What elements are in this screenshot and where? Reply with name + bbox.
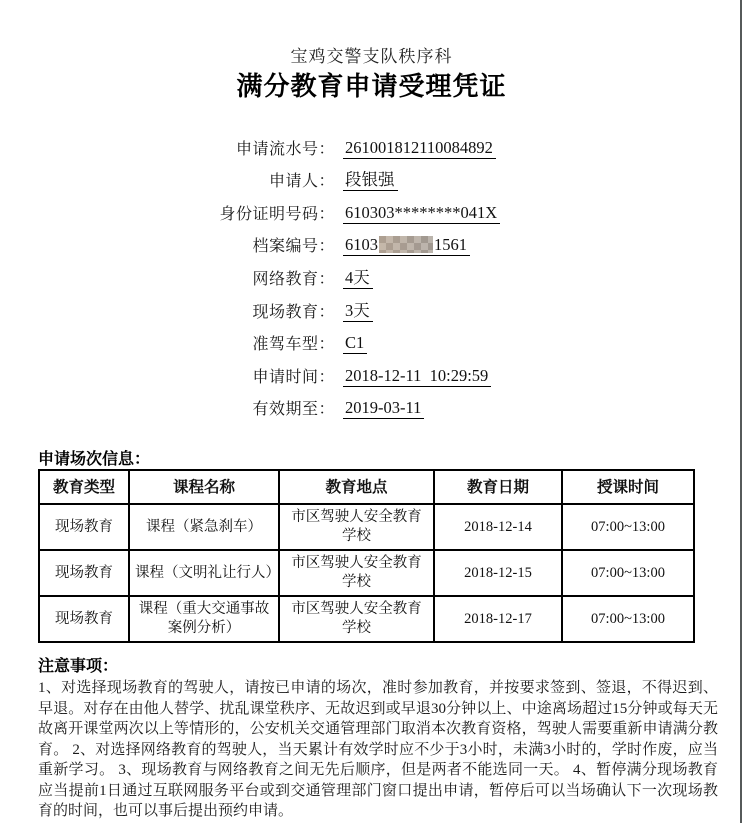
field-label: 有效期至： bbox=[252, 401, 335, 419]
table-row bbox=[39, 504, 694, 550]
table-row bbox=[39, 596, 694, 642]
field-label: 申请流水号： bbox=[235, 140, 335, 158]
notes-section-label: 注意事项： bbox=[38, 658, 119, 675]
field-valid-until bbox=[0, 387, 743, 420]
cell-class-time: 07:00~13:00 bbox=[562, 504, 694, 550]
field-label: 申请时间： bbox=[252, 368, 335, 386]
field-application-time bbox=[0, 354, 743, 387]
table-row bbox=[39, 550, 694, 596]
field-label: 现场教育： bbox=[252, 303, 335, 321]
cell-education-place: 市区驾驶人安全教育学校 bbox=[279, 504, 434, 550]
column-header-education-type: 教育类型 bbox=[39, 470, 129, 504]
sessions-table bbox=[38, 469, 695, 643]
field-archive-number bbox=[0, 224, 743, 257]
cell-class-time: 07:00~13:00 bbox=[562, 550, 694, 596]
field-online-education-days bbox=[0, 256, 743, 289]
scan-edge-line bbox=[740, 0, 742, 823]
cell-course-name: 课程（紧急刹车） bbox=[129, 504, 279, 550]
page-title: 满分教育申请受理凭证 bbox=[236, 71, 507, 101]
cell-class-time: 07:00~13:00 bbox=[562, 596, 694, 642]
column-header-education-date: 教育日期 bbox=[434, 470, 562, 504]
cell-education-date: 2018-12-14 bbox=[434, 504, 562, 550]
cell-education-type: 现场教育 bbox=[39, 504, 129, 550]
application-fields bbox=[0, 126, 743, 419]
field-label: 身份证明号码： bbox=[219, 205, 335, 223]
column-header-course-name: 课程名称 bbox=[129, 470, 279, 504]
field-value: 4天 bbox=[343, 268, 373, 289]
archive-number-prefix: 6103 bbox=[345, 235, 378, 255]
sessions-section-label: 申请场次信息： bbox=[38, 451, 151, 468]
cell-education-type: 现场教育 bbox=[39, 550, 129, 596]
cell-education-date: 2018-12-15 bbox=[434, 550, 562, 596]
issuing-office: 宝鸡交警支队秩序科 bbox=[290, 47, 453, 66]
field-value: 2018-12-11 10:29:59 bbox=[343, 366, 491, 387]
field-value: 2019-03-11 bbox=[343, 398, 424, 419]
cell-education-date: 2018-12-17 bbox=[434, 596, 562, 642]
field-value bbox=[343, 235, 470, 256]
field-value: 610303********041X bbox=[343, 203, 500, 224]
cell-course-name: 课程（重大交通事故案例分析） bbox=[129, 596, 279, 642]
field-label: 档案编号： bbox=[252, 238, 335, 256]
archive-number-suffix: 1561 bbox=[434, 235, 467, 255]
cell-course-name: 课程（文明礼让行人） bbox=[129, 550, 279, 596]
field-application-serial bbox=[0, 126, 743, 159]
table-header-row bbox=[39, 470, 694, 504]
field-onsite-education-days bbox=[0, 289, 743, 322]
cell-education-place: 市区驾驶人安全教育学校 bbox=[279, 550, 434, 596]
field-label: 申请人： bbox=[268, 173, 335, 191]
field-value: 段银强 bbox=[343, 170, 398, 191]
notes-text: 1、对选择现场教育的驾驶人，请按已申请的场次，准时参加教育，并按要求签到、签退，不得迟到、早退。对存在由他人替学、扰乱课堂秩序、无故迟到或早退30分钟以上、中途离场超过15分钟或每天无故离开课堂两次以上等情形的，公安机关交通管理部门取消本次教育资格，驾驶人需要重新申请满分教育。 2、对选择网络教育的驾驶人，当天累计有效学时应不少于3小时，未满3小时的，学时作废，应当重新学习。 3、现场教育与网络教育之间无先后顺序，但是两者不能选同一天。 4、暂停满分现场教育应当提前1日通过互联网服务平台或到交通管理部门窗口提出申请，暂停后可以当场确认下一次现场教育的时间，也可以事后提出预约申请。 bbox=[38, 680, 718, 819]
cell-education-place: 市区驾驶人安全教育学校 bbox=[279, 596, 434, 642]
field-applicant bbox=[0, 159, 743, 192]
censored-pixelation bbox=[379, 236, 433, 253]
column-header-class-time: 授课时间 bbox=[562, 470, 694, 504]
field-value: 3天 bbox=[343, 301, 373, 322]
field-label: 网络教育： bbox=[252, 270, 335, 288]
field-value: 261001812110084892 bbox=[343, 138, 496, 159]
field-license-class bbox=[0, 322, 743, 355]
cell-education-type: 现场教育 bbox=[39, 596, 129, 642]
field-label: 准驾车型： bbox=[252, 336, 335, 354]
field-value: C1 bbox=[343, 333, 367, 354]
column-header-education-place: 教育地点 bbox=[279, 470, 434, 504]
field-id-number bbox=[0, 191, 743, 224]
